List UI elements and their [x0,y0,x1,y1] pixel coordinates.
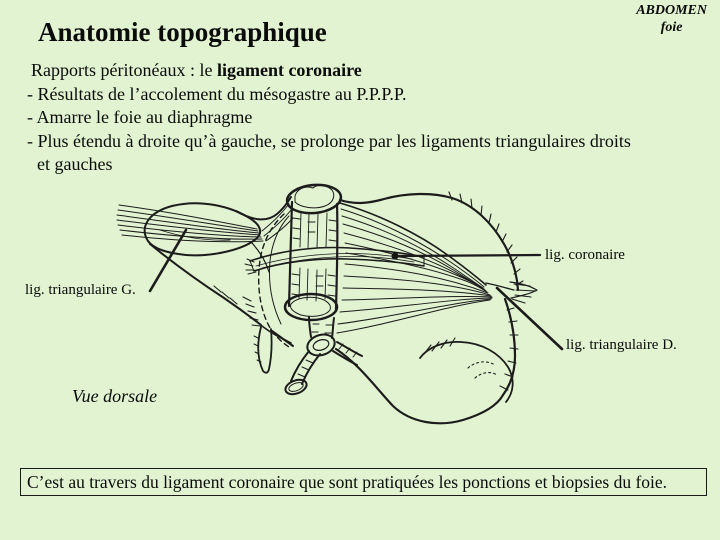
label-lig-triangulaire-g: lig. triangulaire G. [25,282,136,298]
bullet-line-3-continuation: et gauches [37,154,113,174]
corner-foie-label: foie [660,19,683,35]
page-title: Anatomie topographique [38,17,327,47]
coronary-leader-line [398,255,540,256]
corner-abdomen-label: ABDOMEN [636,3,707,18]
label-lig-triangulaire-d: lig. triangulaire D. [566,337,677,353]
intro-bold-text: ligament coronaire [216,60,362,80]
footer-note-text: C’est au travers du ligament coronaire que sont pratiquées les ponctions et biopsies du foie. [27,471,668,492]
intro-text: Rapports péritonéaux : le [31,60,217,80]
bullet-line-2: - Amarre le foie au diaphragme [27,107,253,127]
bullet-line-1: - Résultats de l’accolement du mésogastre au P.P.P.P. [27,83,407,104]
figure-caption: Vue dorsale [72,386,158,406]
bullet-line-3: - Plus étendu à droite qu’à gauche, se prolonge par les ligaments triangulaires droits [27,130,631,151]
label-lig-coronaire: lig. coronaire [545,247,625,263]
footer-note-box [20,468,707,496]
